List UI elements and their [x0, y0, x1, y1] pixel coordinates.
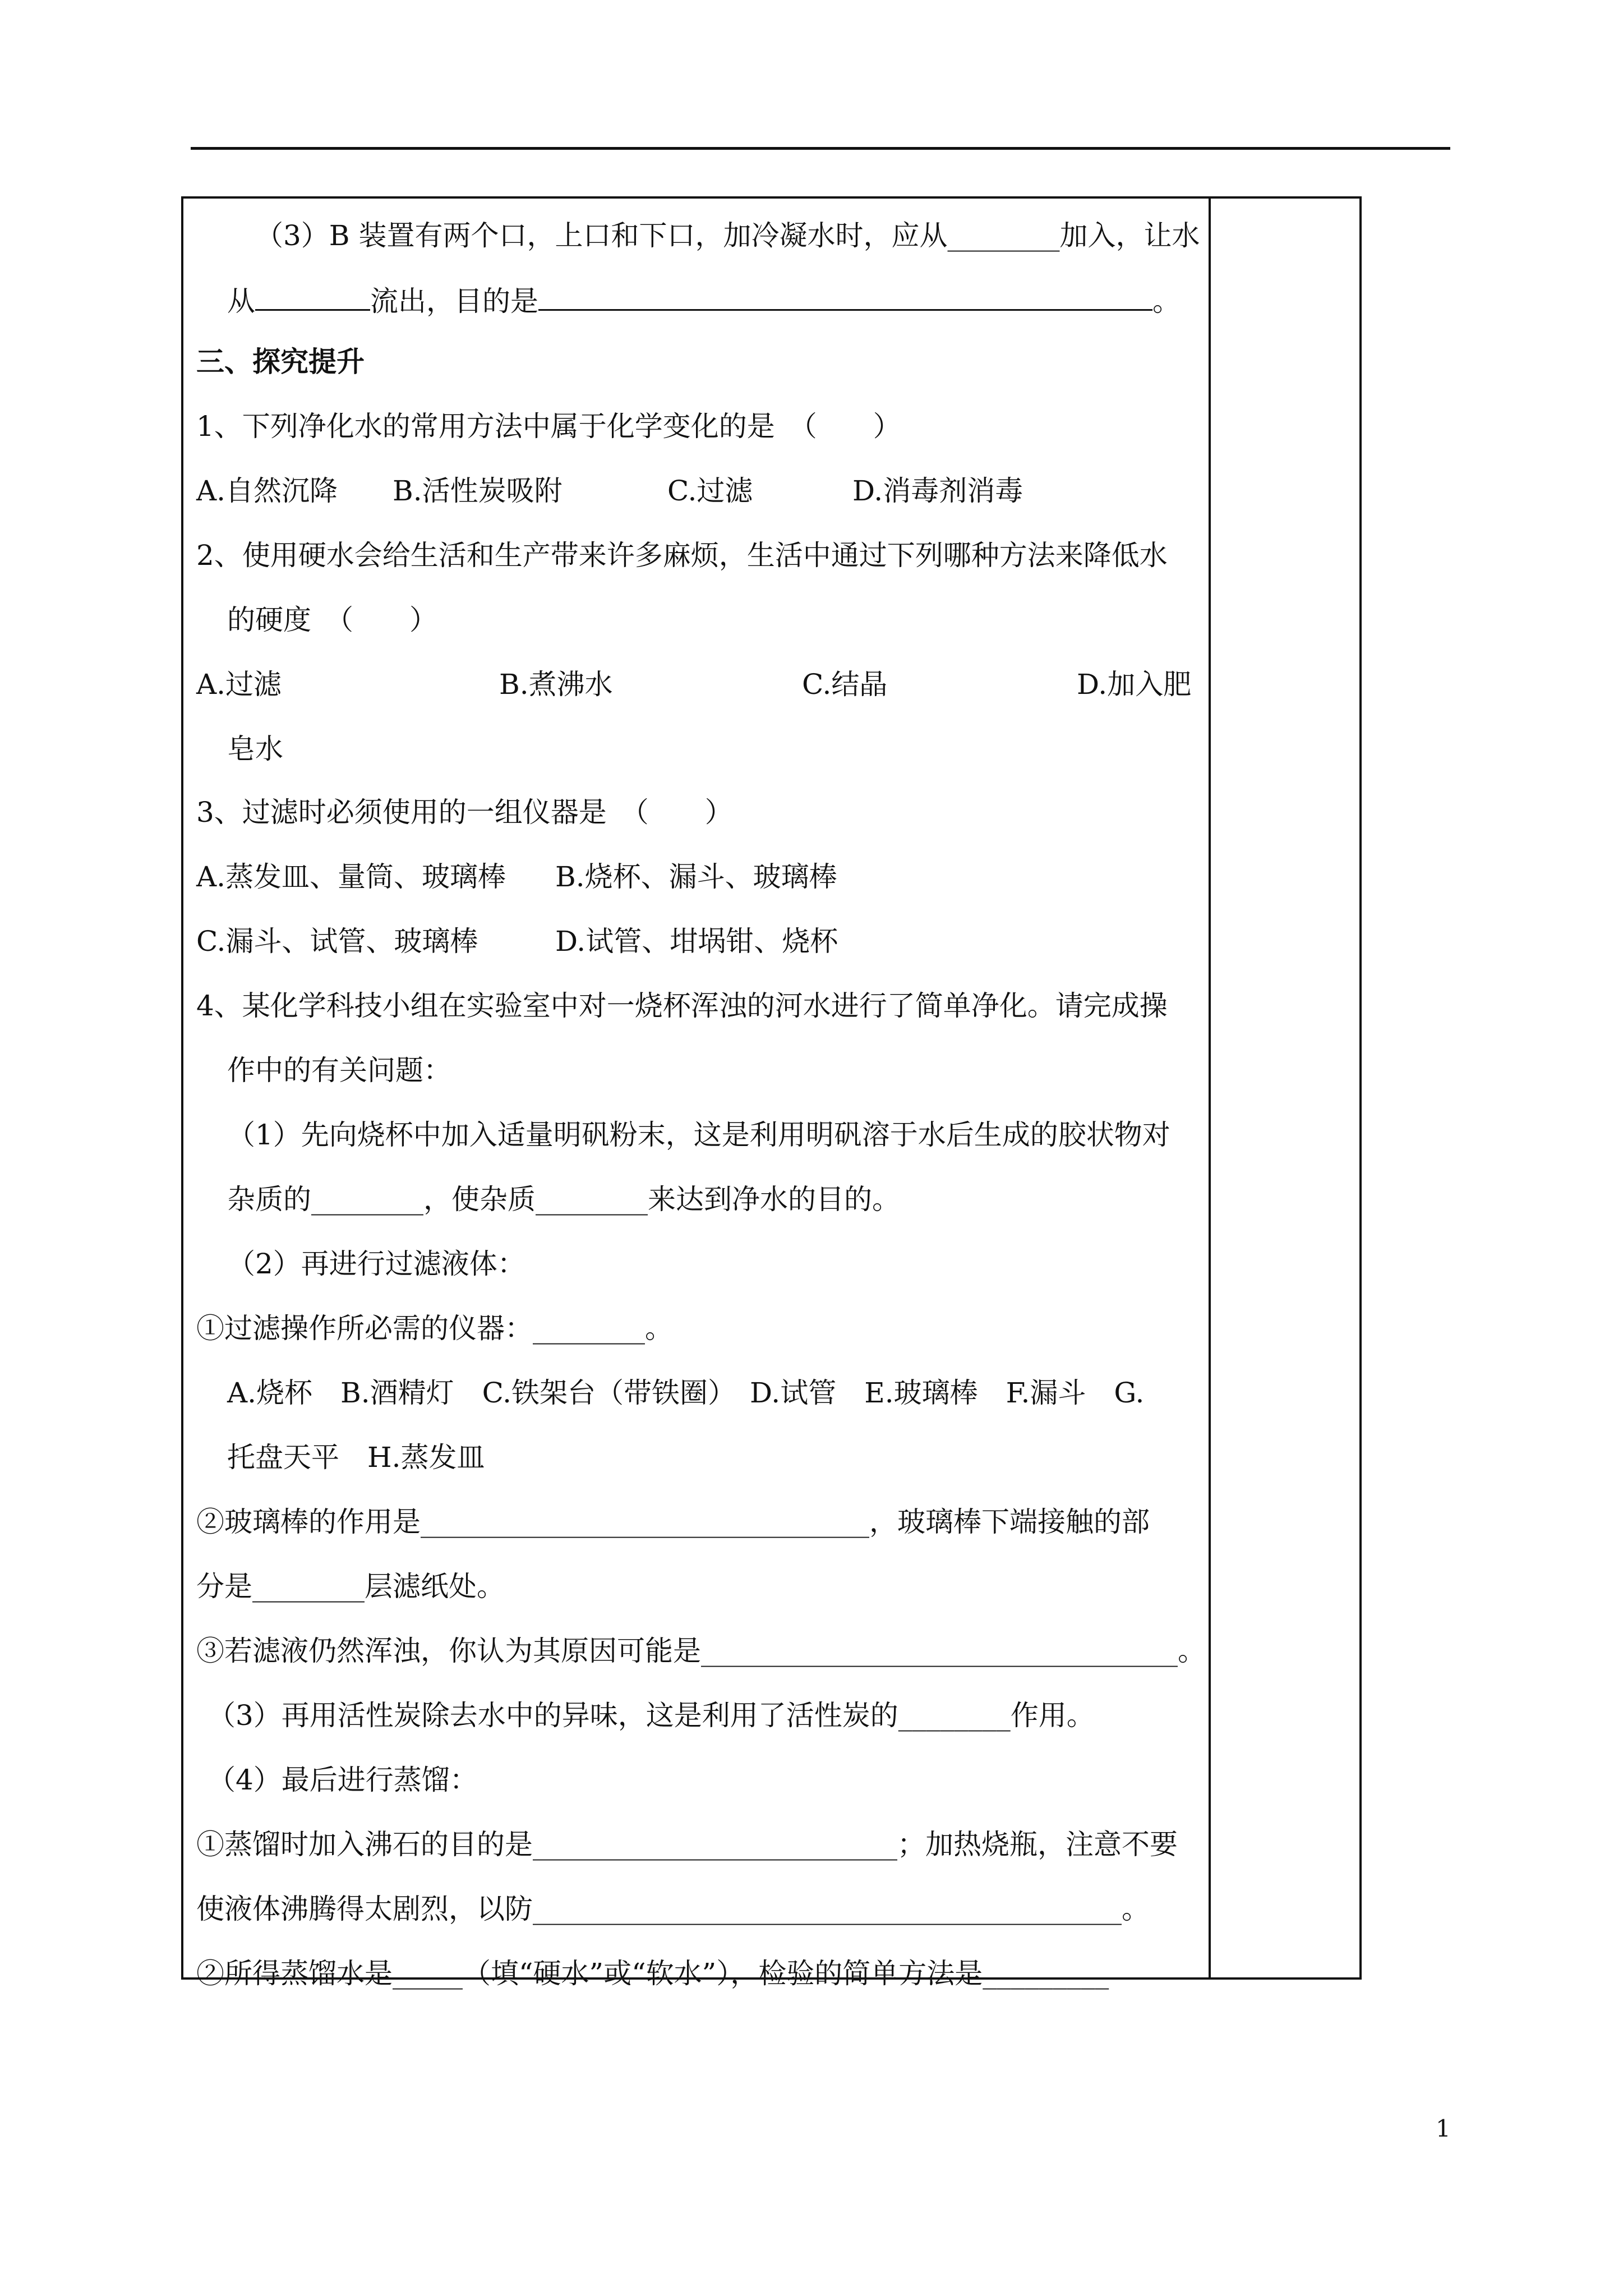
- option-d: D.加入肥: [1077, 668, 1192, 701]
- answer-blank: [538, 283, 1152, 311]
- practice-2-option-continued: 皂水: [227, 733, 283, 765]
- answer-blank: [255, 283, 370, 311]
- option-c: C.结晶: [802, 668, 888, 701]
- practice-4-part2-item2-line1: ②玻璃棒的作用是________________________________，玻璃棒下端接触的部: [196, 1506, 1150, 1538]
- practice-4-part2-heading: （2）再进行过滤液体：: [227, 1248, 525, 1280]
- practice-4-part4-heading: （4）最后进行蒸馏：: [208, 1764, 478, 1796]
- practice-2-options: [196, 668, 1191, 701]
- option-d: D.试管、坩埚钳、烧杯: [555, 925, 838, 958]
- practice-4-part3: （3）再用活性炭除去水中的异味，这是利用了活性炭的________作用。: [208, 1699, 1095, 1732]
- practice-1-options: [196, 474, 1023, 508]
- question-3-text-flows: 流出，目的是: [370, 285, 538, 318]
- practice-4-part4-item2: ②所得蒸馏水是_____（填“硬水”或“软水”），检验的简单方法是_________: [196, 1957, 1109, 1990]
- section-heading: 三、探究提升: [196, 345, 365, 378]
- option-c: C.过滤: [667, 475, 753, 507]
- option-c: C.漏斗、试管、玻璃棒: [196, 925, 478, 958]
- question-3-line-2: [227, 283, 1181, 318]
- option-b: B.煮沸水: [499, 668, 613, 701]
- practice-4-part1-line2: 杂质的________，使杂质________来达到净水的目的。: [227, 1183, 900, 1216]
- practice-4-part2-item3: ③若滤液仍然浑浊，你认为其原因可能是__________________________________。: [196, 1635, 1206, 1667]
- question-3-line-1: （3）B 装置有两个口，上口和下口，加冷凝水时，应从________加入，让水: [255, 219, 1200, 252]
- page-number: 1: [1436, 2115, 1451, 2142]
- practice-3-options-ab: [196, 860, 837, 894]
- practice-2-stem-1: 2、使用硬水会给生活和生产带来许多麻烦，生活中通过下列哪种方法来降低水: [196, 539, 1168, 572]
- practice-4-stem-2: 作中的有关问题：: [227, 1054, 451, 1087]
- practice-4-part2-options-1: A.烧杯 B.酒精灯 C.铁架台（带铁圈） D.试管 E.玻璃棒 F.漏斗 G.: [227, 1377, 1145, 1409]
- option-d: D.消毒剂消毒: [852, 475, 1023, 507]
- table-column-divider: [1209, 196, 1211, 1980]
- question-3-text-from: 从: [227, 285, 255, 318]
- question-3-text-end: 。: [1152, 285, 1181, 318]
- practice-3-options-cd: [196, 924, 838, 958]
- practice-4-stem-1: 4、某化学科技小组在实验室中对一烧杯浑浊的河水进行了简单净化。请完成操: [196, 990, 1168, 1022]
- option-a: A.蒸发皿、量筒、玻璃棒: [196, 861, 506, 893]
- practice-1-stem: 1、下列净化水的常用方法中属于化学变化的是 （ ）: [196, 410, 901, 443]
- practice-2-stem-2: 的硬度 （ ）: [227, 604, 437, 636]
- option-a: A.过滤: [196, 668, 282, 701]
- header-rule: [191, 147, 1450, 150]
- practice-4-part4-item1-line1: ①蒸馏时加入沸石的目的是__________________________；加热烧瓶，注意不要: [196, 1828, 1178, 1861]
- practice-4-part4-item1-line2: 使液体沸腾得太剧烈，以防__________________________________________。: [196, 1893, 1150, 1925]
- practice-3-stem: 3、过滤时必须使用的一组仪器是 （ ）: [196, 796, 733, 829]
- option-b: B.活性炭吸附: [393, 475, 562, 507]
- option-a: A.自然沉降: [196, 475, 338, 507]
- practice-4-part2-item1: ①过滤操作所必需的仪器：________。: [196, 1312, 673, 1345]
- practice-4-part2-item2-line2: 分是________层滤纸处。: [196, 1570, 505, 1603]
- option-b: B.烧杯、漏斗、玻璃棒: [555, 861, 837, 893]
- practice-4-part2-options-2: 托盘天平 H.蒸发皿: [227, 1441, 485, 1474]
- practice-4-part1-line1: （1）先向烧杯中加入适量明矾粉末，这是利用明矾溶于水后生成的胶状物对: [227, 1119, 1170, 1151]
